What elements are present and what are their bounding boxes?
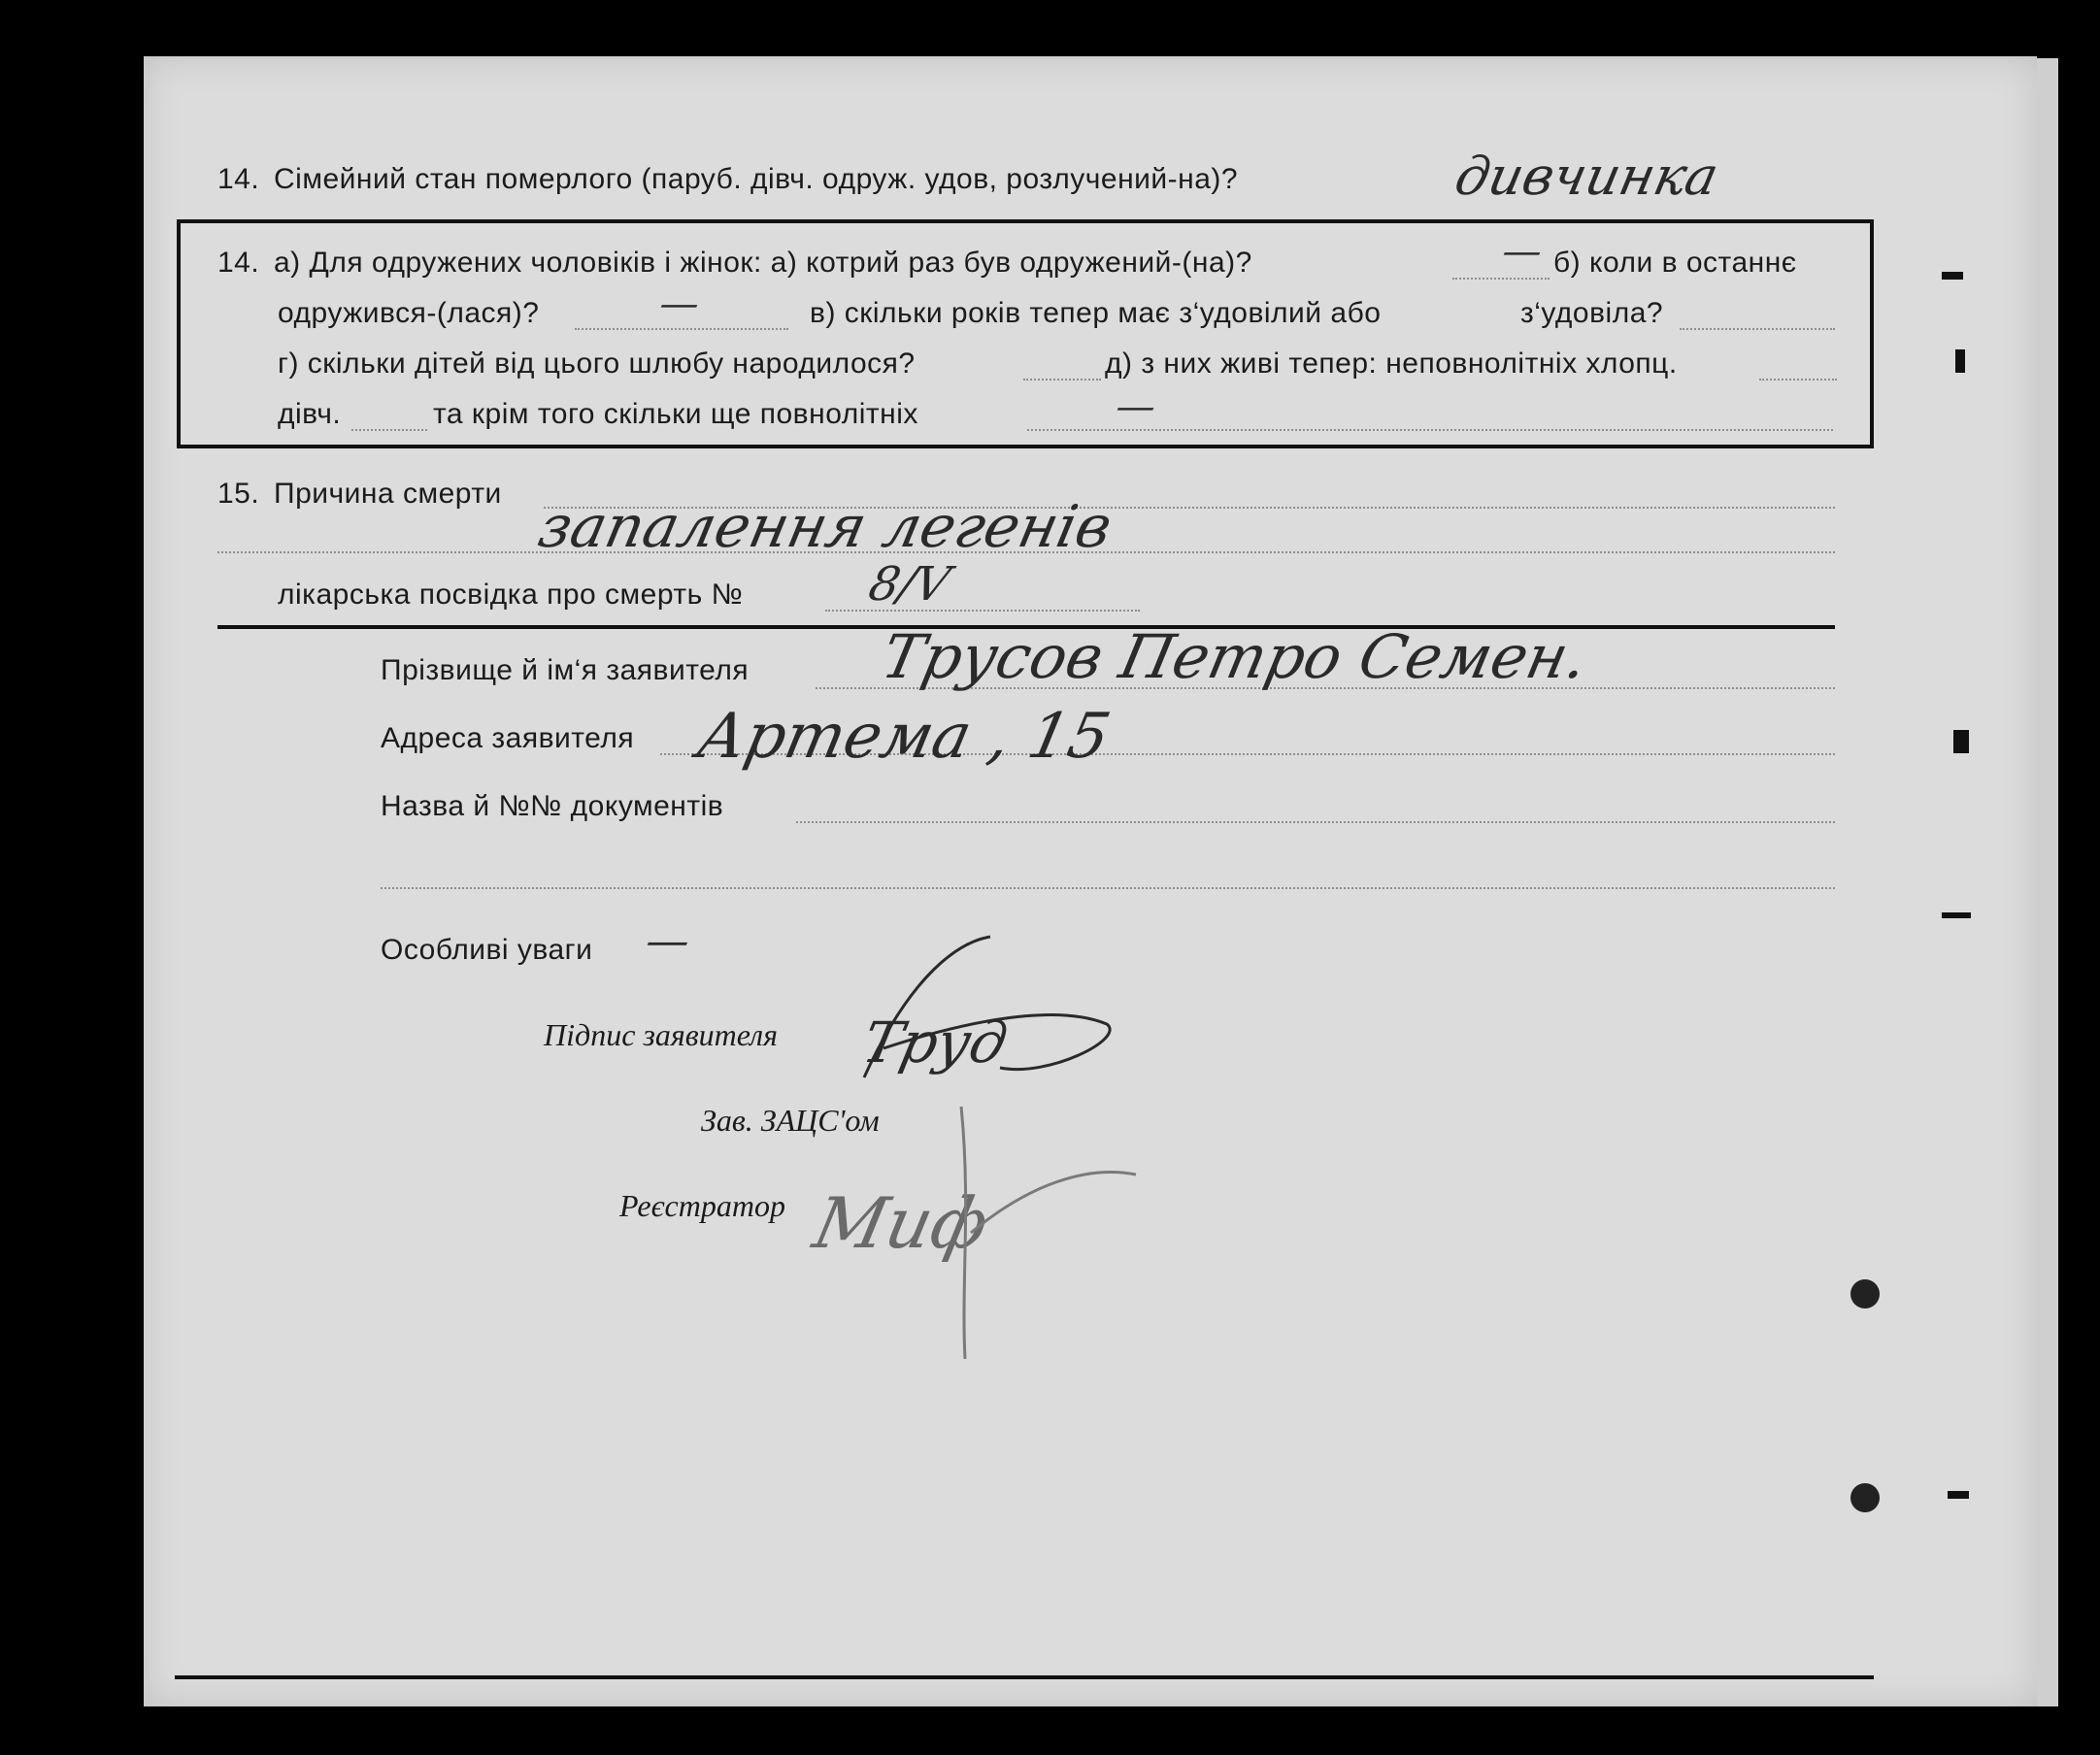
q14-label: Сімейний стан померлого (паруб. дівч. одруж. удов, розлучений-на)? (274, 163, 1239, 195)
q14-marital-row (217, 163, 1238, 196)
q15-label: Причина смерти (274, 478, 502, 510)
q14b-answer: — (655, 281, 704, 326)
edge-mark (1953, 730, 1969, 753)
applicant-signature: Труд (856, 1010, 1014, 1076)
q14e-adults-label: та крім того скільки ще повнолітніх (433, 398, 918, 430)
edge-mark (1942, 912, 1971, 918)
registrar-label: Реєстратор (619, 1188, 785, 1223)
q14e-girls-dots (351, 429, 427, 431)
q14a-number: 14. (217, 247, 260, 279)
q14-answer: дивчинка (1450, 146, 1724, 207)
applicant-address-value: Артема , 15 (691, 701, 1117, 773)
certificate-number: 8/V (864, 557, 955, 612)
registrar-signature: Миф (807, 1182, 996, 1264)
q14e-girls-label: дівч. (278, 398, 342, 430)
q14d-dots (1759, 379, 1837, 381)
q14b-row-label: одружився-(лася)? (278, 297, 540, 329)
remarks-label: Особливі уваги (381, 934, 593, 966)
q14b-label: б) коли в останнє (1553, 247, 1797, 279)
q14e-adults-dots (1027, 429, 1833, 431)
q14a-question: а) Для одружених чоловіків і жінок: а) котрий раз був одружений-(на)? (274, 247, 1252, 279)
edge-mark (1942, 272, 1963, 280)
documents-label: Назва й №№ документів (381, 790, 724, 822)
edge-mark (1955, 349, 1965, 373)
q14v-label-widow: з‘удовіла? (1520, 297, 1664, 329)
applicant-name-label: Прізвище й ім‘я заявителя (381, 654, 750, 686)
q14a-answer: — (1498, 229, 1547, 274)
documents-dots-2 (381, 887, 1835, 889)
q14v-label: в) скільки років тепер має з‘удовілий або (810, 297, 1382, 329)
certificate-label: лікарська посвідка про смерть № (278, 579, 744, 611)
q14g-dots (1023, 379, 1101, 381)
q14a-dots (1452, 278, 1550, 280)
edge-mark (1948, 1491, 1969, 1499)
applicant-address-label: Адреса заявителя (381, 722, 635, 754)
q15-row (217, 478, 502, 511)
q14v-dots (1680, 328, 1835, 330)
head-label: Зав. ЗАЦС'ом (701, 1103, 880, 1138)
q14d-label: д) з них живі тепер: неповнолітніх хлопц. (1105, 348, 1678, 380)
q14-number: 14. (217, 163, 260, 195)
binding-hole (1850, 1483, 1880, 1512)
q14b-dots (575, 328, 788, 330)
binding-hole (1850, 1279, 1880, 1308)
documents-dots-1 (796, 821, 1835, 823)
registrar-signature-stroke (951, 1087, 1146, 1369)
remarks-value: — (641, 916, 695, 966)
applicant-signature-label: Підпис заявителя (544, 1017, 778, 1052)
q14g-label: г) скільки дітей від цього шлюбу народилося? (278, 348, 916, 380)
q14a-row (217, 247, 1252, 280)
q15-answer: запалення легенів (532, 493, 1118, 561)
q14e-answer: — (1112, 384, 1160, 429)
bottom-rule (175, 1675, 1874, 1679)
q15-number: 15. (217, 478, 260, 510)
applicant-name-value: Трусов Петро Семен. (876, 621, 1594, 692)
